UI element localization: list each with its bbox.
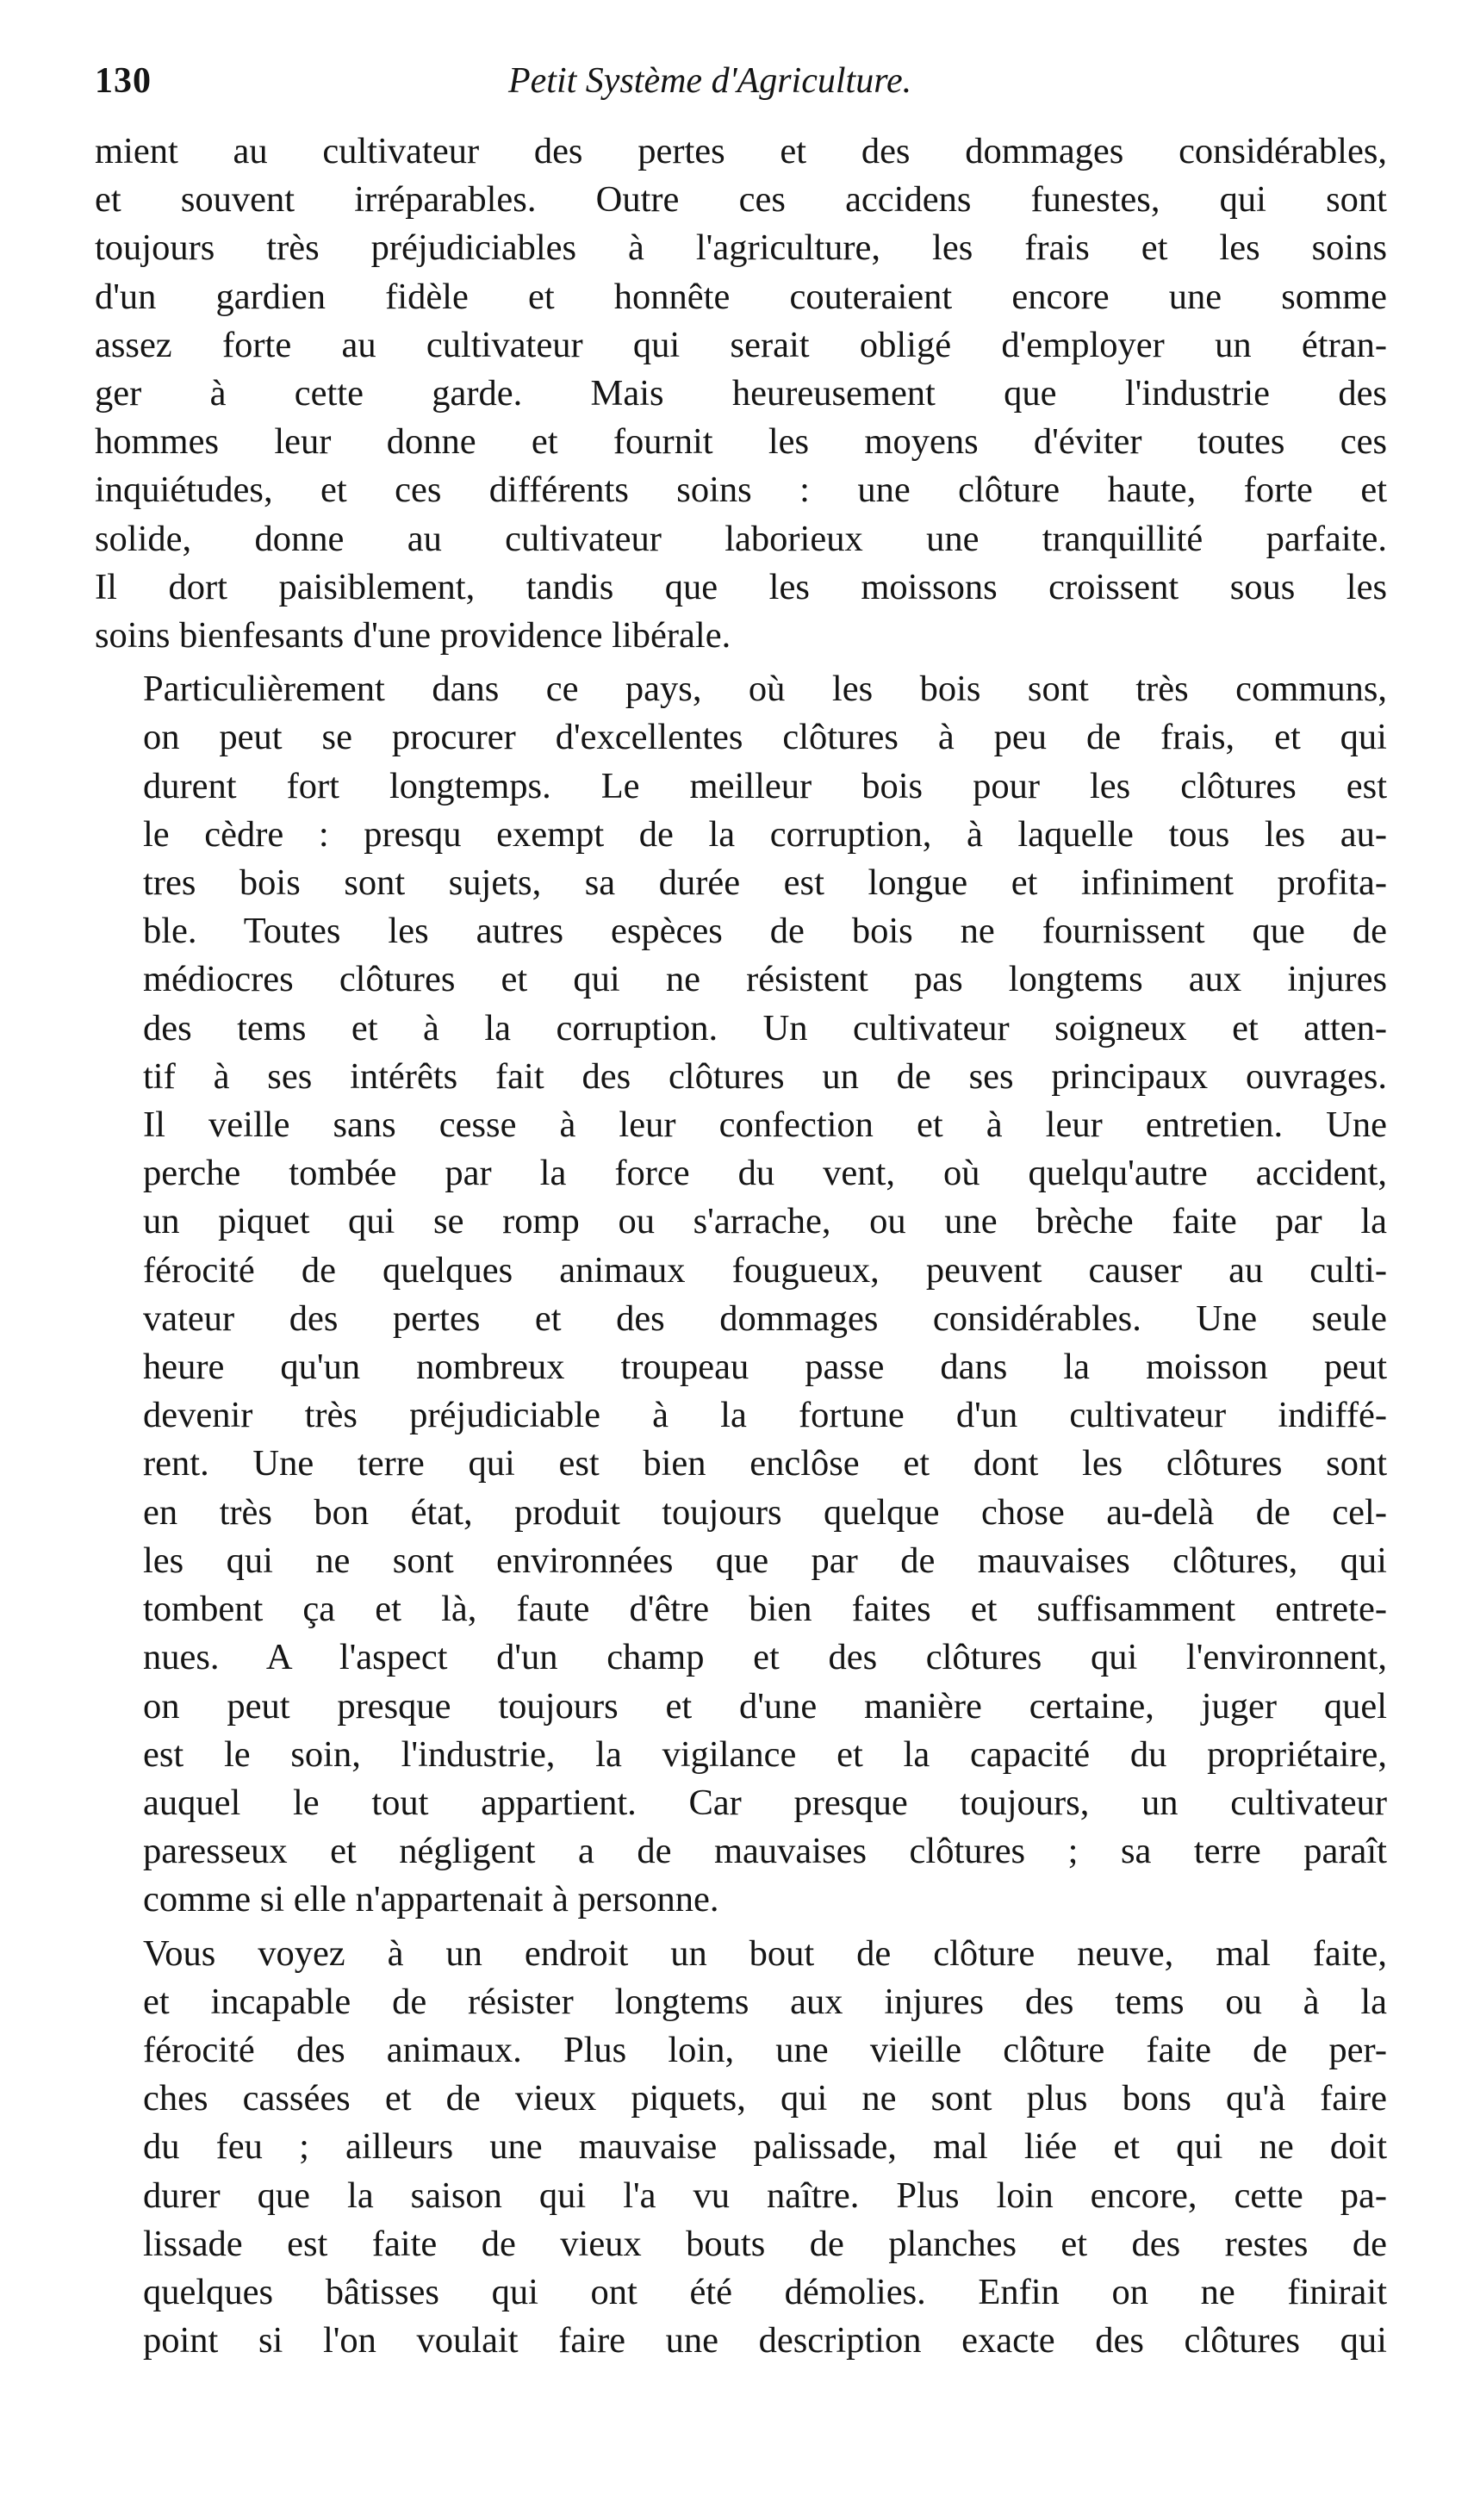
text-line: on peut presque toujours et d'une manière certaine, juger quel <box>143 1685 1387 1727</box>
running-title: Petit Système d'Agriculture. <box>508 61 912 101</box>
text-line: inquiétudes, et ces différents soins : une clôture haute, forte et <box>95 470 1387 511</box>
text-line: d'un gardien fidèle et honnête couteraient encore une somme <box>95 276 1387 317</box>
text-line: le cèdre : presqu exempt de la corruption, à laquelle tous les au- <box>143 813 1387 855</box>
text-line: paresseux et négligent a de mauvaises clôtures ; sa terre paraît <box>143 1831 1387 1872</box>
text-line: Il veille sans cesse à leur confection et à leur entretien. Une <box>143 1104 1387 1146</box>
text-line: ches cassées et de vieux piquets, qui ne sont plus bons qu'à faire <box>143 2078 1387 2119</box>
text-line: des tems et à la corruption. Un cultivateur soigneux et atten- <box>143 1007 1387 1048</box>
text-line: et souvent irréparables. Outre ces accidens funestes, qui sont <box>95 179 1387 221</box>
text-line: les qui ne sont environnées que par de mauvaises clôtures, qui <box>143 1540 1387 1581</box>
text-line: médiocres clôtures et qui ne résistent pas longtems aux injures <box>143 959 1387 1000</box>
page-number: 130 <box>95 61 152 101</box>
text-line: assez forte au cultivateur qui serait obligé d'employer un étran- <box>95 324 1387 365</box>
text-line: auquel le tout appartient. Car presque toujours, un cultivateur <box>143 1782 1387 1823</box>
paragraph <box>95 1930 1387 2366</box>
text-line: tif à ses intérêts fait des clôtures un de ses principaux ouvrages. <box>143 1055 1387 1097</box>
paragraph <box>95 128 1387 660</box>
text-line: du feu ; ailleurs une mauvaise palissade, mal liée et qui ne doit <box>143 2126 1387 2168</box>
text-line: soins bienfesants d'une providence libérale. <box>95 615 731 656</box>
text-line: mient au cultivateur des pertes et des dommages considérables, <box>95 131 1387 171</box>
text-line: durent fort longtemps. Le meilleur bois pour les clôtures est <box>143 765 1387 806</box>
text-line: ble. Toutes les autres espèces de bois ne fournissent que de <box>143 911 1387 952</box>
text-line: tres bois sont sujets, sa durée est longue et infiniment profita- <box>143 862 1387 904</box>
text-line: rent. Une terre qui est bien enclôse et dont les clôtures sont <box>143 1443 1387 1484</box>
text-line: toujours très préjudiciables à l'agriculture, les frais et les soins <box>95 227 1387 269</box>
text-line: comme si elle n'appartenait à personne. <box>143 1879 719 1920</box>
text-line: heure qu'un nombreux troupeau passe dans la moisson peut <box>143 1347 1387 1388</box>
text-line: est le soin, l'industrie, la vigilance et la capacité du propriétaire, <box>143 1733 1387 1775</box>
paragraph <box>95 665 1387 1924</box>
text-line: point si l'on voulait faire une description exacte des clôtures qui <box>143 2320 1387 2361</box>
text-line: solide, donne au cultivateur laborieux une tranquillité parfaite. <box>95 518 1387 559</box>
text-line: et incapable de résister longtems aux injures des tems ou à la <box>143 1981 1387 2022</box>
page-header <box>95 60 1387 128</box>
text-line: durer que la saison qui l'a vu naître. Plus loin encore, cette pa- <box>143 2175 1387 2216</box>
text-line: tombent ça et là, faute d'être bien faites et suffisamment entrete- <box>143 1589 1387 1630</box>
text-line: en très bon état, produit toujours quelque chose au-delà de cel- <box>143 1491 1387 1533</box>
text-line: un piquet qui se romp ou s'arrache, ou une brèche faite par la <box>143 1201 1387 1242</box>
text-line: devenir très préjudiciable à la fortune d'un cultivateur indiffé- <box>143 1395 1387 1436</box>
text-line: Vous voyez à un endroit un bout de clôture neuve, mal faite, <box>143 1932 1387 1974</box>
text-line: nues. A l'aspect d'un champ et des clôtures qui l'environnent, <box>143 1637 1387 1678</box>
text-line: on peut se procurer d'excellentes clôtures à peu de frais, et qui <box>143 717 1387 758</box>
text-line: hommes leur donne et fournit les moyens d'éviter toutes ces <box>95 421 1387 463</box>
text-line: perche tombée par la force du vent, où quelqu'autre accident, <box>143 1153 1387 1194</box>
text-line: quelques bâtisses qui ont été démolies. Enfin on ne finirait <box>143 2271 1387 2312</box>
text-line: vateur des pertes et des dommages considérables. Une seule <box>143 1297 1387 1339</box>
text-line: férocité de quelques animaux fougueux, peuvent causer au culti- <box>143 1249 1387 1291</box>
text-line: férocité des animaux. Plus loin, une vieille clôture faite de per- <box>143 2029 1387 2070</box>
page-body <box>95 128 1387 2365</box>
book-page <box>95 60 1387 2490</box>
text-line: Particulièrement dans ce pays, où les bois sont très communs, <box>143 669 1387 710</box>
text-line: Il dort paisiblement, tandis que les moissons croissent sous les <box>95 566 1387 607</box>
text-line: lissade est faite de vieux bouts de planches et des restes de <box>143 2223 1387 2264</box>
text-line: ger à cette garde. Mais heureusement que l'industrie des <box>95 373 1387 414</box>
